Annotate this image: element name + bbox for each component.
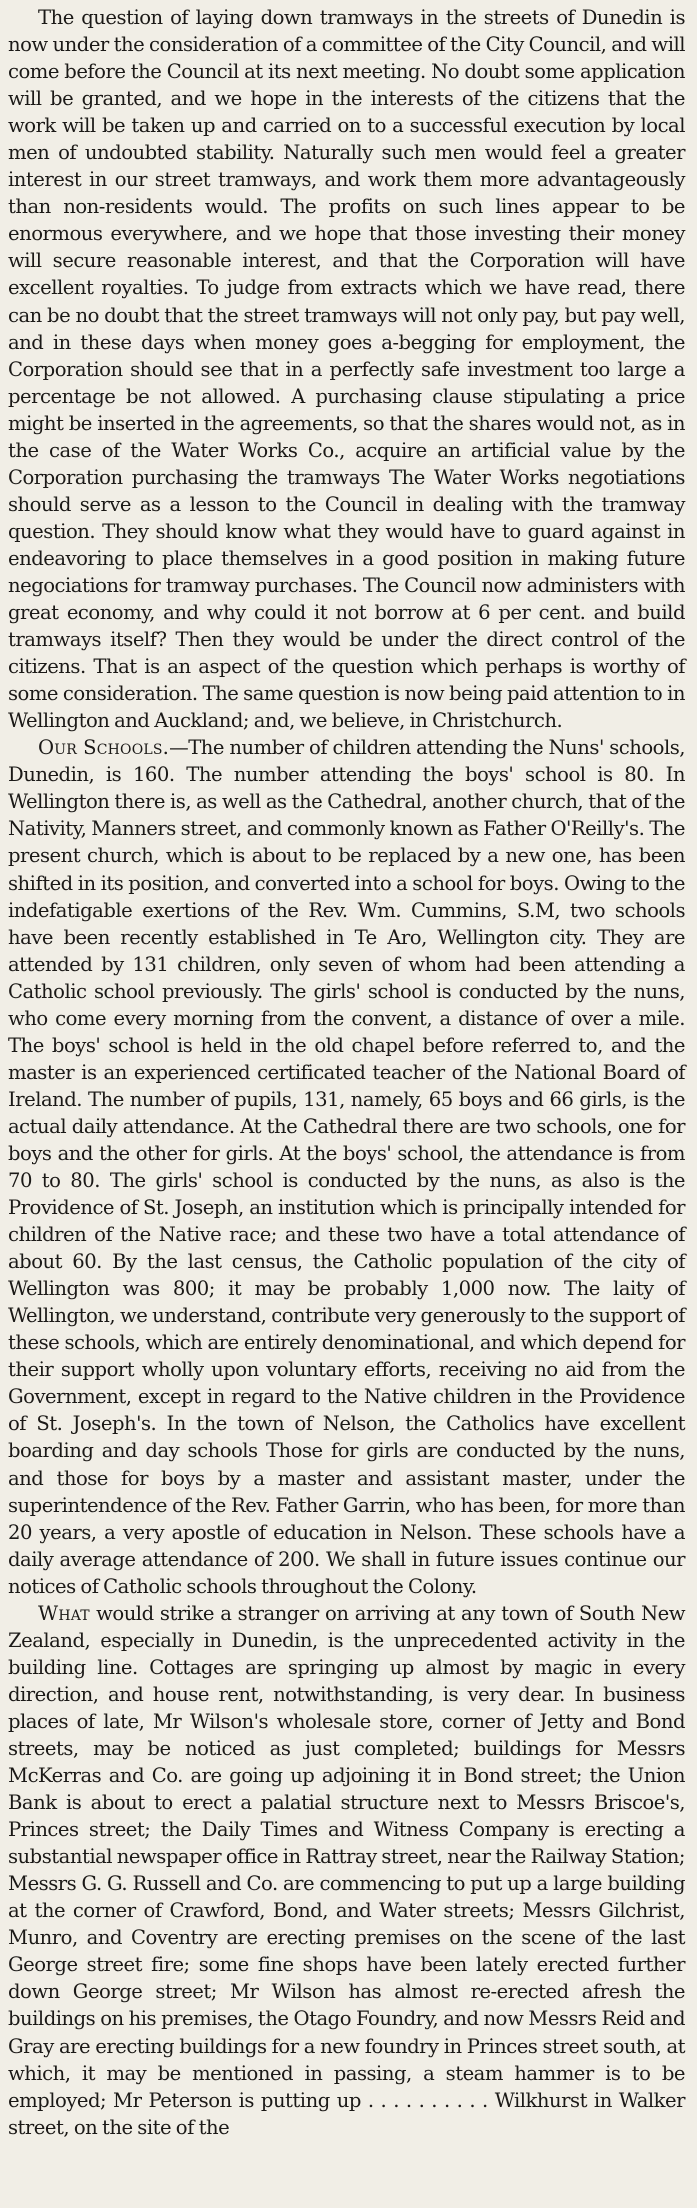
paragraph-schools-text: —The number of children attending the Nuns' schools, Dunedin, is 160. The number attending the boys' school is 80. In Wellington there is, as well as the Cathedral, another church, that of the Nativity, Manners street, and commonly known as Father O'Reilly's. The present church, which is about to be replaced by a new one, has been shifted in its position, and converted into a school for boys. Owing to the indefatigable exertions of the Rev. Wm. Cummins, S.M, two schools have been recently established in Te Aro, Wellington city. They are attended by 131 children, only seven of whom had been attending a Catholic school previously. The girls' school is conducted by the nuns, who come every morning from the convent, a distance of over a mile. The boys' school is held in the old chapel before referred to, and the master is an experienced certificated teacher of the National Board of Ireland. The number of pupils, 131, namely, 65 boys and 66 girls, is the actual daily attendance. At the Cathedral there are two schools, one for boys and the other for girls. At the boys' school, the attendance is from 70 to 80. The girls' school is conducted by the nuns, as also is the Providence of St. Joseph, an institution which is principally intended for children of the Native race; and these two have a total attendance of about 60. By the last census, the Catholic population of the city of Wellington was 800; it may be probably 1,000 now. The laity of Wellington, we understand, contribute very generously to the support of these schools, which are entirely denominational, and which depend for their support wholly upon voluntary efforts, receiving no aid from the Government, except in regard to the Native children in the Providence of St. Joseph's. In the town of Nelson, the Catholics have excellent boarding and day schools Those for girls are conducted by the nuns, and those for boys by a master and assistant master, under the superintendence of the Rev. Father Garrin, who has been, for more than 20 years, a very apostle of education in Nelson. These schools have a daily average attendance of 200. We shall in future issues continue our notices of Catholic schools throughout the Colony. [8, 736, 685, 1598]
paragraph-schools-heading: Our Schools. [38, 736, 170, 760]
paragraph-tramways-text: The question of laying down tramways in the streets of Dunedin is now under the consideration of a committee of the City Council, and will come before the Council at its next meeting. No doubt some application will be granted, and we hope in the interests of the citizens that the work will be taken up and carried on to a successful execution by local men of undoubted stability. Naturally such men would feel a greater interest in our street tramways, and work them more advantageously than non-residents would. The profits on such lines appear to be enormous everywhere, and we hope that those investing their money will secure reasonable interest, and that the Corporation will have excellent royalties. To judge from extracts which we have read, there can be no doubt that the street tramways will not only pay, but pay well, and in these days when money goes a-begging for employment, the Corporation should see that in a perfectly safe investment too large a percentage be not allowed. A purchasing clause stipulating a price might be inserted in the agreements, so that the shares would not, as in the case of the Water Works Co., acquire an artificial value by the Corporation purchasing the tramways The Water Works negotiations should serve as a lesson to the Council in dealing with the tramway question. They should know what they would have to guard against in endeavoring to place themselves in a good position in making future negociations for tramway purchases. The Council now administers with great economy, and why could it not borrow at 6 per cent. and build tramways itself? Then they would be under the direct control of the citizens. That is an aspect of the question which perhaps is worthy of some consideration. The same question is now being paid attention to in Wellington and Auckland; and, we believe, in Christchurch. [8, 6, 685, 733]
paragraph-building-lead: What [38, 1601, 90, 1625]
paragraph-building-text: would strike a stranger on arriving at any town of South New Zealand, especially in Dunedin, is the unprecedented activity in the building line. Cottages are springing up almost by magic in every direction, and house rent, notwithstanding, is very dear. In business places of late, Mr Wilson's wholesale store, corner of Jetty and Bond streets, may be noticed as just completed; buildings for Messrs McKerras and Co. are going up adjoining it in Bond street; the Union Bank is about to erect a palatial structure next to Messrs Briscoe's, Princes street; the Daily Times and Witness Company is erecting a substantial newspaper office in Rattray street, near the Railway Station; Messrs G. G. Russell and Co. are commencing to put up a large building at the corner of Crawford, Bond, and Water streets; Messrs Gilchrist, Munro, and Coventry are erecting premises on the scene of the last George street fire; some fine shops have been lately erected further down George street; Mr Wilson has almost re-erected afresh the buildings on his premises, the Otago Foundry, and now Messrs Reid and Gray are erecting buildings for a new foundry in Princes street south, at which, it may be mentioned in passing, a steam hammer is to be employed; Mr Peterson is putting up . . . . . . . . . . Wilkhurst in Walker street, on the site of the [8, 1601, 685, 2139]
article-body [8, 4, 685, 2141]
paragraph-tramways [8, 4, 685, 734]
paragraph-building [8, 1600, 685, 2141]
paragraph-schools [8, 734, 685, 1600]
